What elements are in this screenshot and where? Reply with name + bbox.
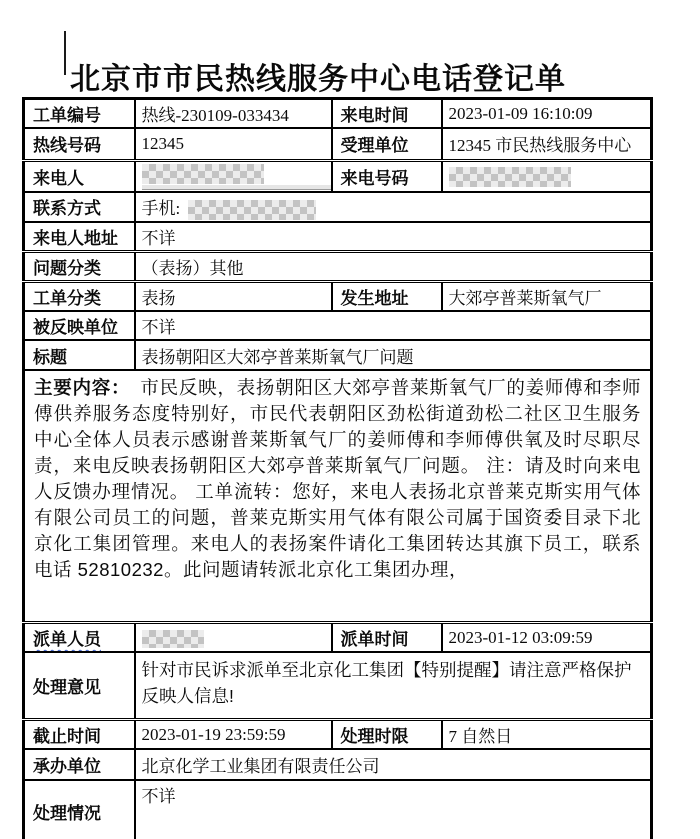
caller-address-value: 不详 xyxy=(135,222,652,252)
redacted-caller-name xyxy=(142,164,264,184)
reported-unit-value: 不详 xyxy=(135,311,652,340)
contact-prefix: 手机: xyxy=(141,198,181,218)
deadline-value: 2023-01-19 23:59:59 xyxy=(135,720,332,750)
redacted-caller-number xyxy=(449,167,571,187)
order-category-label: 工单分类 xyxy=(24,282,135,312)
table-row xyxy=(24,652,652,720)
time-limit-value: 7 自然日 xyxy=(442,720,652,750)
text-cursor xyxy=(64,31,66,75)
table-row xyxy=(24,749,652,780)
reported-unit-label: 被反映单位 xyxy=(24,311,135,340)
caller-number-value xyxy=(442,160,652,192)
handling-opinion-value: 针对市民诉求派单至北京化工集团【特别提醒】请注意严格保护反映人信息! xyxy=(135,652,652,720)
handling-status-value: 不详 xyxy=(135,780,652,839)
deadline-label: 截止时间 xyxy=(24,720,135,750)
handling-status-label: 处理情况 xyxy=(24,780,135,839)
call-time-value: 2023-01-09 16:10:09 xyxy=(442,99,652,129)
table-row xyxy=(24,282,652,312)
page-title: 北京市市民热线服务中心电话登记单 xyxy=(70,63,566,97)
table-row xyxy=(24,192,652,222)
contact-method-label: 联系方式 xyxy=(24,192,135,222)
dispatcher-label-text: 派单人员 xyxy=(33,630,101,650)
table-row xyxy=(24,252,652,282)
accept-unit-label: 受理单位 xyxy=(332,128,442,160)
table-row xyxy=(24,340,652,370)
order-no-label: 工单编号 xyxy=(24,99,135,129)
caller-number-label: 来电号码 xyxy=(332,160,442,192)
dispatcher-value xyxy=(135,623,332,653)
registration-form-table xyxy=(22,97,653,839)
redacted-dispatcher-name xyxy=(142,630,204,648)
caller-label: 来电人 xyxy=(24,160,135,192)
handling-opinion-label: 处理意见 xyxy=(24,652,135,720)
order-no-value: 热线-230109-033434 xyxy=(135,99,332,129)
redacted-caller-name-underline xyxy=(142,185,332,190)
table-row xyxy=(24,370,652,623)
table-row xyxy=(24,311,652,340)
accept-unit-value: 12345 市民热线服务中心 xyxy=(442,128,652,160)
table-row xyxy=(24,160,652,192)
dispatcher-label xyxy=(24,623,135,653)
handling-unit-value: 北京化学工业集团有限责任公司 xyxy=(135,749,652,780)
table-row xyxy=(24,99,652,129)
call-time-label: 来电时间 xyxy=(332,99,442,129)
title-field-value: 表扬朝阳区大郊亭普莱斯氧气厂问题 xyxy=(135,340,652,370)
main-content-label: 主要内容： xyxy=(34,377,122,399)
table-row xyxy=(24,720,652,750)
handling-unit-label: 承办单位 xyxy=(24,749,135,780)
dispatch-time-value: 2023-01-12 03:09:59 xyxy=(442,623,652,653)
table-row xyxy=(24,623,652,653)
issue-category-label: 问题分类 xyxy=(24,252,135,282)
contact-method-value xyxy=(135,192,652,222)
incident-address-value: 大郊亭普莱斯氧气厂 xyxy=(442,282,652,312)
dispatch-time-label: 派单时间 xyxy=(332,623,442,653)
time-limit-label: 处理时限 xyxy=(332,720,442,750)
caller-value xyxy=(135,160,332,192)
table-row xyxy=(24,222,652,252)
order-category-value: 表扬 xyxy=(135,282,332,312)
table-row xyxy=(24,780,652,839)
hotline-no-value: 12345 xyxy=(135,128,332,160)
main-content-body: 市民反映，表扬朝阳区大郊亭普莱斯氧气厂的姜师傅和李师傅供养服务态度特别好，市民代表朝阳区劲松街道劲松二社区卫生服务中心全体人员表示感谢普莱斯氧气厂的姜师傅和李师傅供氧及时尽职尽责，来电反映表扬朝阳区大郊亭普莱斯氧气厂问题。 注：请及时向来电人反馈办理情况。 工单流转：您好，来电人表扬北京普莱克斯实用气体有限公司员工的问题，普莱克斯实用气体有限公司属于国资委目录下北京化工集团管理。来电人的表扬案件请化工集团转达其旗下员工，联系电话 52810232。此问题请转派北京化工集团办理， xyxy=(34,377,641,581)
title-field-label: 标题 xyxy=(24,340,135,370)
main-content-cell xyxy=(24,370,652,623)
redacted-phone-number xyxy=(188,200,316,220)
hotline-no-label: 热线号码 xyxy=(24,128,135,160)
issue-category-value: （表扬）其他 xyxy=(135,252,652,282)
incident-address-label: 发生地址 xyxy=(332,282,442,312)
caller-address-label: 来电人地址 xyxy=(24,222,135,252)
table-row xyxy=(24,128,652,160)
